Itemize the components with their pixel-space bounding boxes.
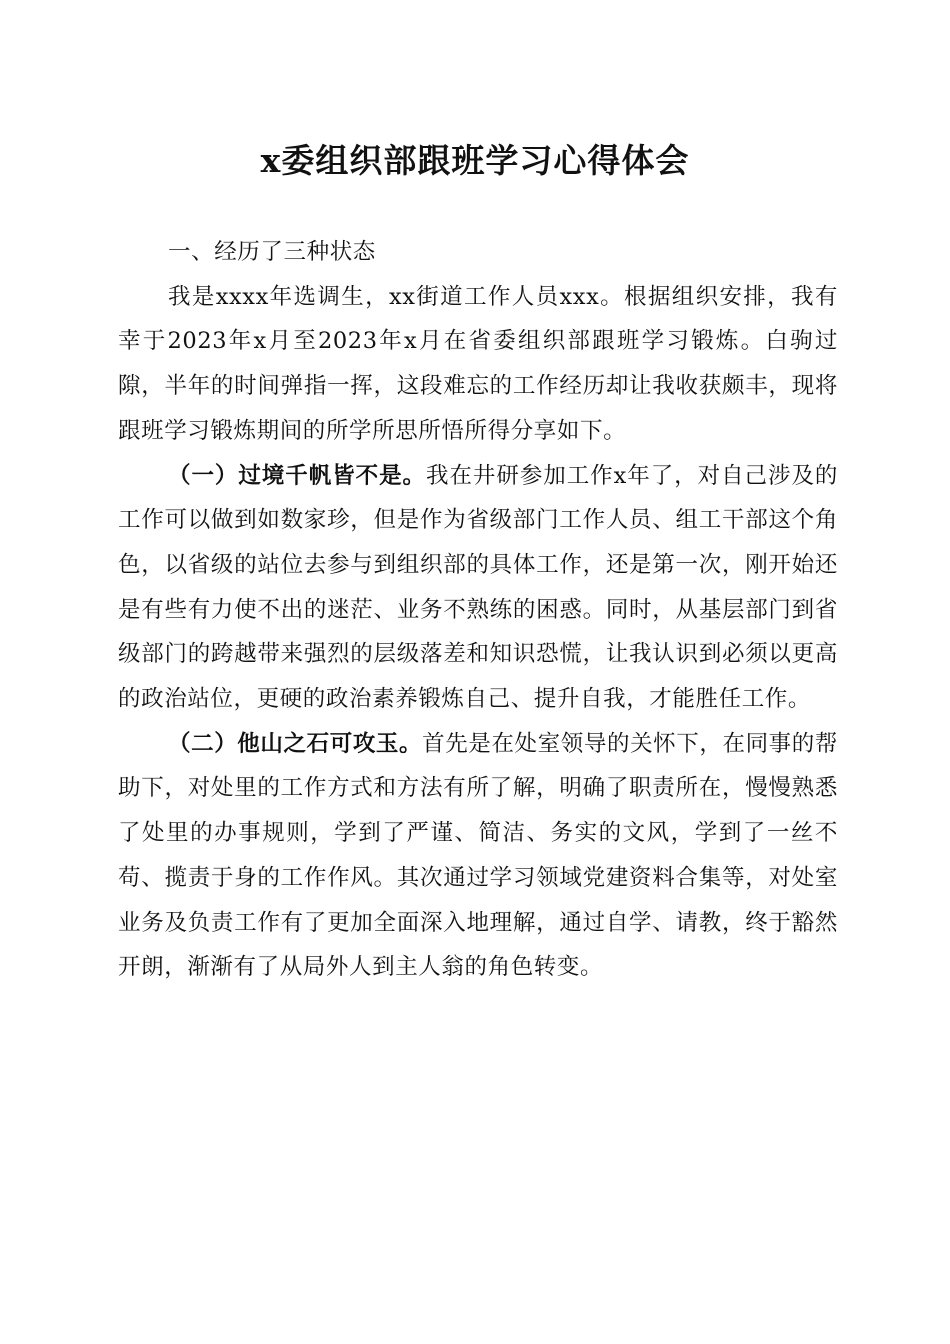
subsection-one-heading: （一）过境千帆皆不是。 (168, 462, 426, 489)
subsection-one-text: 我在井研参加工作x年了，对自己涉及的工作可以做到如数家珍，但是作为省级部门工作人员、组工干部这个角色，以省级的站位去参与到组织部的具体工作，还是第一次，刚开始还是有些有力使不出的迷茫、业务不熟练的困惑。同时，从基层部门到省级部门的跨越带来强烈的层级落差和知识恐慌，让我认识到必须以更高的政治站位，更硬的政治素养锻炼自己、提升自我，才能胜任工作。 (118, 462, 838, 713)
document-body (118, 230, 838, 990)
subsection-two-text: 首先是在处室领导的关怀下，在同事的帮助下，对处里的工作方式和方法有所了解，明确了职责所在，慢慢熟悉了处里的办事规则，学到了严谨、简洁、务实的文风，学到了一丝不苟、揽责于身的工作作风。其次通过学习领域党建资料合集等，对处室业务及负责工作有了更加全面深入地理解，通过自学、请教，终于豁然开朗，渐渐有了从局外人到主人翁的角色转变。 (118, 730, 838, 981)
document-title: x委组织部跟班学习心得体会 (260, 141, 690, 180)
section-heading: 一、经历了三种状态 (168, 239, 376, 265)
subsection-two-heading: （二）他山之石可攻玉。 (168, 730, 423, 757)
subsection-two-paragraph (118, 722, 838, 990)
subsection-one-paragraph (118, 454, 838, 722)
intro-paragraph: 我是xxxx年选调生，xx街道工作人员xxx。根据组织安排，我有幸于2023年x月至2023年x月在省委组织部跟班学习锻炼。白驹过隙，半年的时间弹指一挥，这段难忘的工作经历却让我收获颇丰，现将跟班学习锻炼期间的所学所思所悟所得分享如下。 (118, 283, 838, 444)
